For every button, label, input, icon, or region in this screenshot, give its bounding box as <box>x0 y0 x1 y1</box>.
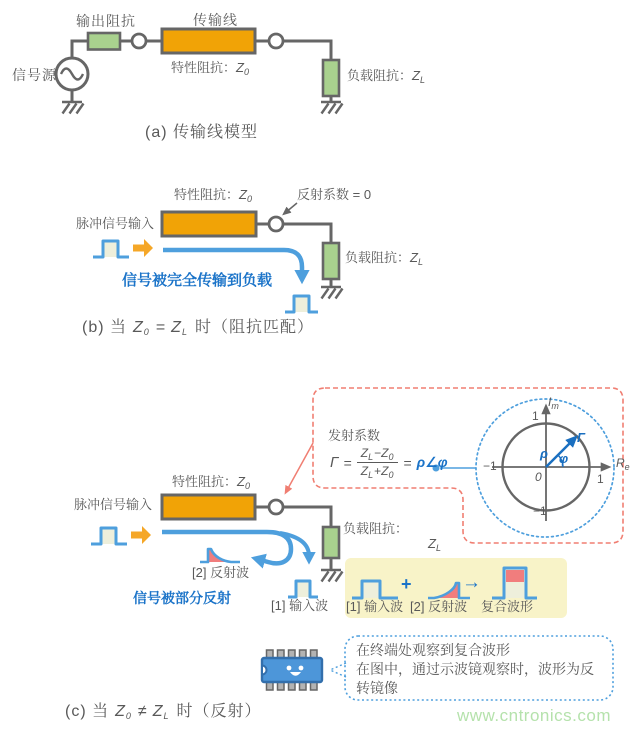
b-caption <box>82 319 314 337</box>
wavebox-plus: + <box>401 574 412 594</box>
chip-notch <box>262 666 267 675</box>
z-symbol: Z <box>133 319 144 336</box>
b-transmission-line-box <box>162 212 256 236</box>
c-load-impedance-label: 负载阻抗： <box>343 521 409 536</box>
z-subscript: L <box>163 711 170 721</box>
c-input-wave-pulse-icon <box>288 581 318 597</box>
wavebox-arrow-icon: → <box>462 572 481 593</box>
b-ground <box>321 287 343 299</box>
caption-text: (c) 当 <box>65 703 110 720</box>
z-symbol: Z <box>428 536 436 551</box>
note-line3: 转镜像 <box>356 680 398 696</box>
a-load-resistor <box>323 60 339 96</box>
z-subscript: 0 <box>125 711 132 721</box>
a-signal-source-label: 信号源 <box>12 67 57 83</box>
polar-re-label <box>616 456 631 470</box>
axis-subscript: e <box>624 462 630 472</box>
c-transmission-line-box <box>162 495 255 519</box>
b-input-pulse-icon <box>93 241 129 257</box>
label-text: 负载阻抗： <box>345 250 411 265</box>
note-line1: 在终端处观察到复合波形 <box>356 642 510 658</box>
z-subscript: 0 <box>388 452 394 462</box>
chip-eye-left <box>287 666 292 671</box>
polar-tick-left: −1 <box>483 459 497 473</box>
c-orange-arrow-icon <box>131 526 151 544</box>
z-symbol: Z <box>236 60 244 75</box>
a-ground-source <box>62 102 84 114</box>
polar-gamma-label: Γ <box>577 430 585 445</box>
z-subscript: L <box>417 257 423 267</box>
reflection-coefficient-formula <box>330 446 448 479</box>
b-transmitted-pulse-icon <box>285 296 318 312</box>
c-char-impedance-label <box>172 475 251 490</box>
label-text: 特性阻抗： <box>174 187 240 202</box>
z-symbol: Z <box>412 68 420 83</box>
b-pointer-arrow <box>285 203 297 213</box>
z-subscript: 0 <box>143 327 150 337</box>
b-reflection-zero-label: 反射系数 = 0 <box>297 187 372 202</box>
label-text: 负载阻抗： <box>347 68 413 83</box>
label-text: 特性阻抗： <box>171 60 237 75</box>
a-transmission-line-box <box>162 29 255 53</box>
z-symbol: Z <box>381 446 389 460</box>
fraction <box>357 446 399 479</box>
a-ground-load <box>321 102 343 114</box>
c-reflected-pulse-icon <box>200 549 240 562</box>
z-symbol: Z <box>237 474 245 489</box>
z-symbol: Z <box>152 703 164 720</box>
z-subscript: 0 <box>246 194 252 204</box>
c-input-wave-label: [1] 输入波 <box>271 598 329 613</box>
speech-bubble-tail <box>330 663 346 677</box>
polar-tick-right: 1 <box>597 472 604 486</box>
c-reflected-wave-label: [2] 反射波 <box>192 565 250 580</box>
neq-sign: ≠ <box>137 703 148 720</box>
axis-subscript: m <box>551 401 559 411</box>
c-zl-label <box>428 537 442 552</box>
equals-sign: = <box>403 454 412 471</box>
a-output-impedance-label: 输出阻抗 <box>76 13 136 29</box>
z-symbol: Z <box>171 319 182 336</box>
fraction-denominator <box>357 463 399 479</box>
c-reflection-loop-path <box>162 532 291 563</box>
a-load-impedance-label <box>347 69 426 84</box>
z-subscript: L <box>368 470 374 480</box>
axis-letter: R <box>616 456 625 470</box>
z-subscript: 0 <box>243 67 249 77</box>
fraction-numerator <box>357 446 399 463</box>
label-text: 特性阻抗： <box>172 474 238 489</box>
a-node-right <box>269 34 283 48</box>
polar-rho-label: ρ <box>540 446 548 461</box>
b-full-transfer-label: 信号被完全传输到负载 <box>122 272 273 289</box>
a-transmission-line-label: 传输线 <box>193 12 238 28</box>
rho-angle-phi: ρ∠φ <box>416 454 448 470</box>
axis-letter: I <box>548 395 552 409</box>
watermark: www.cntronics.com <box>457 706 611 725</box>
a-node-left <box>132 34 146 48</box>
z-subscript: L <box>435 543 441 553</box>
b-load-impedance-label <box>345 251 424 266</box>
z-symbol: Z <box>410 250 418 265</box>
b-load-resistor <box>323 243 339 279</box>
a-caption: (a) 传输线模型 <box>145 124 259 141</box>
wavebox-composite-wave-label: 复合波形 <box>481 599 534 614</box>
c-ground <box>321 570 343 582</box>
caption-text: 时（阻抗匹配） <box>194 319 314 336</box>
b-orange-arrow-icon <box>133 239 153 257</box>
z-symbol: Z <box>360 464 369 478</box>
z-symbol: Z <box>239 187 247 202</box>
minus-sign: − <box>374 446 382 460</box>
caption-text: 时（反射） <box>176 703 262 720</box>
equals-sign: = <box>343 454 352 471</box>
b-node <box>269 217 283 231</box>
z-symbol: Z <box>360 446 369 460</box>
c-partial-reflection-label: 信号被部分反射 <box>133 590 231 606</box>
chip-icon <box>262 650 322 690</box>
c-pulse-input-label: 脉冲信号输入 <box>74 497 153 512</box>
z-subscript: L <box>368 452 374 462</box>
z-subscript: 0 <box>244 481 250 491</box>
z-symbol: Z <box>381 464 389 478</box>
note-line2: 在图中，通过示波镜观察时，波形为反 <box>356 661 594 677</box>
gamma-symbol: Γ <box>330 454 339 471</box>
caption-text: (b) 当 <box>82 319 128 336</box>
c-node <box>269 500 283 514</box>
z-symbol: Z <box>115 703 126 720</box>
polar-tick-bottom: −1 <box>533 504 547 518</box>
b-pulse-input-label: 脉冲信号输入 <box>76 216 155 231</box>
z-subscript: L <box>419 75 425 85</box>
c-input-pulse-icon <box>91 528 127 544</box>
c-red-pointer-arrow <box>286 443 313 492</box>
polar-origin-label: 0 <box>535 470 542 484</box>
equals-sign: = <box>155 319 167 336</box>
callout-title: 发射系数 <box>328 428 381 443</box>
plus-sign: + <box>374 464 382 478</box>
wavebox-composite-red-cap <box>506 570 524 582</box>
b-char-impedance-label <box>174 188 253 203</box>
polar-phi-label: φ <box>559 451 569 466</box>
a-output-resistor <box>88 33 120 50</box>
note-text <box>356 641 594 698</box>
z-subscript: 0 <box>388 470 394 480</box>
polar-tick-top: 1 <box>532 409 539 423</box>
polar-im-label <box>548 395 560 409</box>
chip-body <box>262 658 322 682</box>
z-subscript: L <box>181 327 188 337</box>
c-load-resistor <box>323 527 339 558</box>
a-char-impedance-label <box>171 61 250 76</box>
chip-eye-right <box>299 666 304 671</box>
wavebox-reflected-wave-label: [2] 反射波 <box>410 599 468 614</box>
c-caption <box>65 703 262 721</box>
wavebox-input-wave-label: [1] 输入波 <box>346 599 404 614</box>
